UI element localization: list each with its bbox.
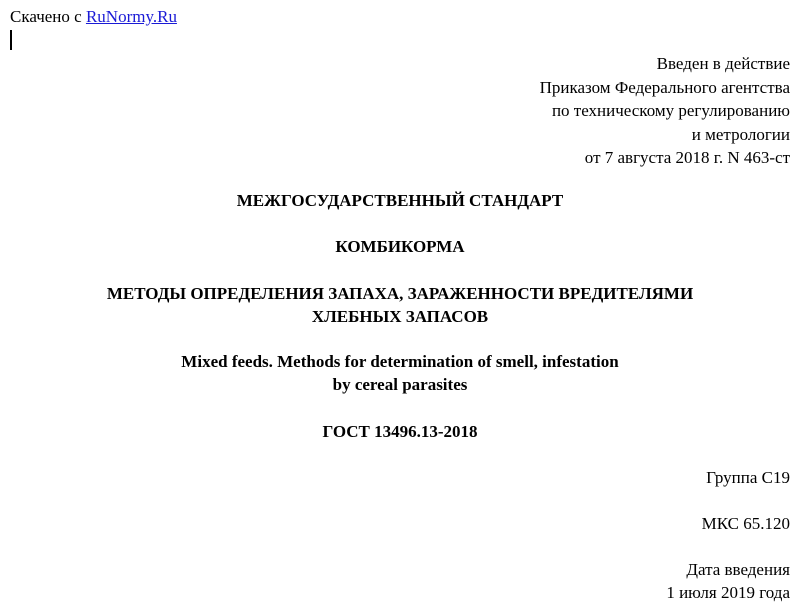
approval-line: по техническому регулированию [551, 101, 790, 120]
methods-title [0, 282, 800, 328]
approval-line: от 7 августа 2018 г. N 463-ст [584, 148, 790, 167]
methods-title-line-2: ХЛЕБНЫХ ЗАПАСОВ [311, 307, 489, 326]
feeds-heading: КОМБИКОРМА [335, 237, 465, 256]
approval-line: и метрологии [691, 124, 790, 144]
english-title-line-1: Mixed feeds. Methods for determination of smell, infestation [181, 352, 619, 371]
introduction-date-block [666, 558, 790, 604]
english-title [0, 350, 800, 396]
approval-line: Приказом Федерального агентства [539, 77, 790, 97]
text-cursor [10, 30, 12, 50]
group-code: Группа С19 [706, 468, 790, 487]
gost-number: ГОСТ 13496.13-2018 [322, 422, 478, 441]
english-title-line-2: by cereal parasites [332, 375, 468, 394]
downloaded-prefix: Скачено с [10, 7, 86, 26]
source-link[interactable]: RuNormy.Ru [85, 7, 177, 26]
introduction-date-label: Дата введения [686, 560, 790, 579]
methods-title-line-1: МЕТОДЫ ОПРЕДЕЛЕНИЯ ЗАПАХА, ЗАРАЖЕННОСТИ ВРЕДИТЕЛЯМИ [106, 284, 694, 303]
introduction-date-value: 1 июля 2019 года [666, 583, 790, 602]
approval-block [540, 52, 790, 170]
interstate-standard-heading: МЕЖГОСУДАРСТВЕННЫЙ СТАНДАРТ [236, 191, 564, 210]
approval-line: Введен в действие [656, 54, 790, 73]
mks-code: МКС 65.120 [701, 514, 790, 533]
download-source-line [10, 6, 177, 28]
